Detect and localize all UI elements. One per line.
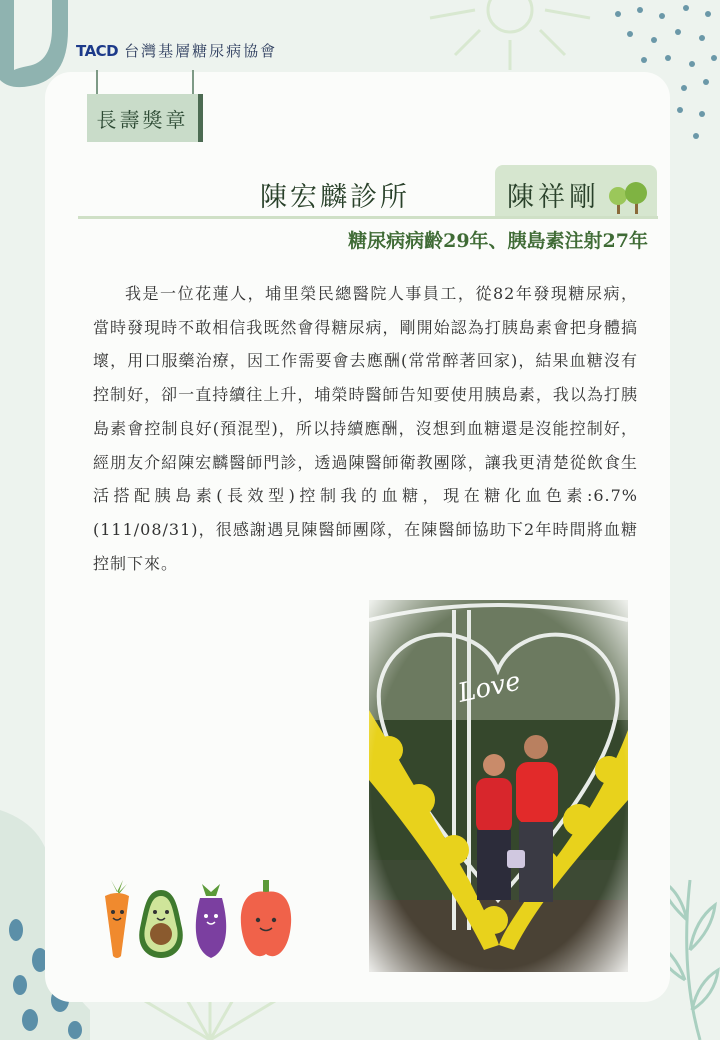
organization-logo	[76, 40, 277, 61]
testimonial-text: 我是一位花蓮人，埔里榮民總醫院人事員工，從82年發現糖尿病，當時發現時不敢相信我既然會得糖尿病，剛開始認為打胰島素會把身體搞壞，用口服藥治療，因工作需要會去應酬(常常醉著回家)，結果血糖沒有控制好，卻一直持續往上升，埔榮時醫師告知要使用胰島素，我以為打胰島素會控制良好(預混型)，所以持續應酬，沒想到血糖還是沒能控制好，經朋友介紹陳宏麟醫師門診，透過陳醫師衛教團隊，讓我更清楚從飲食生活搭配胰島素(長效型)控制我的血糖，現在糖化血色素:6.7%(111/08/31)，很感謝遇見陳醫師團隊，在陳醫師協助下2年時間將血糖控制下來。	[93, 284, 638, 573]
subtitle: 糖尿病病齡29年、胰島素注射27年	[348, 230, 648, 252]
avocado-icon	[136, 888, 186, 962]
pepper-icon	[236, 880, 296, 962]
tree-icon	[607, 180, 649, 214]
logo-mark: TACD	[76, 41, 119, 60]
clinic-name: 陳宏麟診所	[260, 182, 410, 213]
hanging-string	[192, 70, 194, 96]
section-badge: 長壽獎章	[87, 94, 203, 142]
hanging-string	[96, 70, 98, 96]
person-name: 陳祥剛	[507, 182, 600, 213]
eggplant-icon	[188, 880, 234, 964]
organization-name: 台灣基層糖尿病協會	[124, 42, 278, 60]
title-underline	[78, 216, 658, 219]
couple-photo	[369, 600, 628, 972]
sun-rays-decoration	[410, 0, 610, 80]
carrot-icon	[97, 878, 137, 960]
